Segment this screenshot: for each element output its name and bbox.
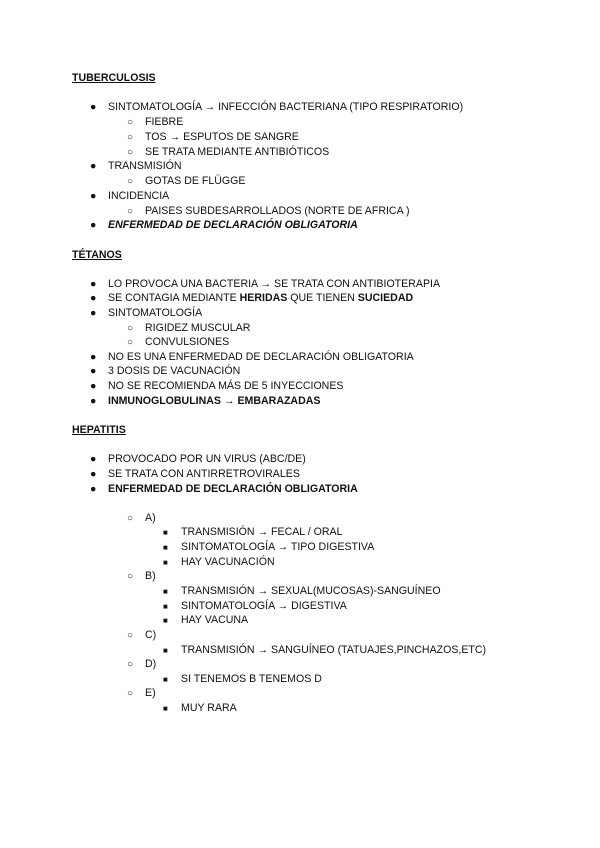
circle-marker: ○ xyxy=(127,571,134,582)
item-text: MUY RARA xyxy=(181,702,237,714)
text-run: SE CONTAGIA MEDIANTE xyxy=(108,292,240,304)
item-text xyxy=(108,292,413,305)
circle-marker: ○ xyxy=(127,630,134,641)
heading-tetanos: TÉTANOS xyxy=(72,249,122,261)
item-text: ENFERMEDAD DE DECLARACIÓN OBLIGATORIA xyxy=(108,219,358,231)
square-marker: ■ xyxy=(163,675,168,684)
bullet-marker: ● xyxy=(90,160,97,172)
square-marker: ■ xyxy=(163,646,168,655)
item-text: SE TRATA CON ANTIRRETROVIRALES xyxy=(108,468,300,480)
item-text: C) xyxy=(145,629,157,641)
item-text: SI TENEMOS B TENEMOS D xyxy=(181,673,322,685)
bullet-marker: ● xyxy=(90,453,97,465)
bullet-marker: ● xyxy=(90,278,97,290)
square-marker: ■ xyxy=(163,616,168,625)
circle-marker: ○ xyxy=(127,147,134,158)
circle-marker: ○ xyxy=(127,688,134,699)
bullet-marker: ● xyxy=(90,101,97,113)
item-text: SINTOMATOLOGÍA → DIGESTIVA xyxy=(181,600,347,612)
square-marker: ■ xyxy=(163,704,168,713)
item-text: SINTOMATOLOGÍA → INFECCIÓN BACTERIANA (TIPO RESPIRATORIO) xyxy=(108,101,464,113)
bullet-marker: ● xyxy=(90,351,97,363)
circle-marker: ○ xyxy=(127,132,134,143)
bullet-marker: ● xyxy=(90,468,97,480)
item-text: TRANSMISIÓN → SANGUÍNEO (TATUAJES,PINCHAZOS,ETC) xyxy=(181,644,487,656)
bullet-marker: ● xyxy=(90,219,97,231)
item-text: TRANSMISIÓN → FECAL / ORAL xyxy=(181,526,343,538)
item-text: SINTOMATOLOGÍA xyxy=(108,307,203,319)
item-text: B) xyxy=(145,570,156,582)
item-text: TRANSMISIÓN xyxy=(108,160,182,172)
heading-tuberculosis: TUBERCULOSIS xyxy=(72,72,156,84)
item-text: NO ES UNA ENFERMEDAD DE DECLARACIÓN OBLIGATORIA xyxy=(108,351,414,363)
bullet-marker: ● xyxy=(90,483,97,495)
item-text: LO PROVOCA UNA BACTERIA → SE TRATA CON ANTIBIOTERAPIA xyxy=(108,278,441,290)
square-marker: ■ xyxy=(163,602,168,611)
bullet-marker: ● xyxy=(90,380,97,392)
item-text: D) xyxy=(145,658,157,670)
item-text: SINTOMATOLOGÍA → TIPO DIGESTIVA xyxy=(181,541,375,553)
bullet-marker: ● xyxy=(90,307,97,319)
item-text: RIGIDEZ MUSCULAR xyxy=(145,322,251,334)
bullet-marker: ● xyxy=(90,292,97,304)
item-text: PAISES SUBDESARROLLADOS (NORTE DE AFRICA ) xyxy=(145,205,410,217)
circle-marker: ○ xyxy=(127,323,134,334)
square-marker: ■ xyxy=(163,528,168,537)
bullet-marker: ● xyxy=(90,190,97,202)
item-text: A) xyxy=(145,512,156,524)
item-text: CONVULSIONES xyxy=(145,336,230,348)
circle-marker: ○ xyxy=(127,176,134,187)
circle-marker: ○ xyxy=(127,659,134,670)
emphasis-text: HERIDAS xyxy=(239,292,288,304)
item-text: SE TRATA MEDIANTE ANTIBIÓTICOS xyxy=(145,146,330,158)
item-text: INMUNOGLOBULINAS → EMBARAZADAS xyxy=(108,395,321,407)
square-marker: ■ xyxy=(163,543,168,552)
emphasis-text: SUCIEDAD xyxy=(357,292,414,304)
circle-marker: ○ xyxy=(127,513,134,524)
item-text: HAY VACUNACIÓN xyxy=(181,556,275,568)
item-text: HAY VACUNA xyxy=(181,614,249,626)
item-text: TOS → ESPUTOS DE SANGRE xyxy=(145,131,299,143)
item-text: FIEBRE xyxy=(145,116,184,128)
item-text: ENFERMEDAD DE DECLARACIÓN OBLIGATORIA xyxy=(108,483,358,495)
bullet-marker: ● xyxy=(90,365,97,377)
item-text: 3 DOSIS DE VACUNACIÓN xyxy=(108,365,241,377)
item-text: NO SE RECOMIENDA MÁS DE 5 INYECCIONES xyxy=(108,380,344,392)
square-marker: ■ xyxy=(163,587,168,596)
item-text: PROVOCADO POR UN VIRUS (ABC/DE) xyxy=(108,453,306,465)
item-text: GOTAS DE FLÜGGE xyxy=(145,175,246,187)
circle-marker: ○ xyxy=(127,117,134,128)
item-text: TRANSMISIÓN → SEXUAL(MUCOSAS)-SANGUÍNEO xyxy=(181,585,441,597)
circle-marker: ○ xyxy=(127,206,134,217)
text-run: QUE TIENEN xyxy=(287,292,358,304)
square-marker: ■ xyxy=(163,558,168,567)
bullet-marker: ● xyxy=(90,395,97,407)
heading-hepatitis: HEPATITIS xyxy=(72,424,126,436)
item-text: E) xyxy=(145,687,156,699)
circle-marker: ○ xyxy=(127,337,134,348)
item-text: INCIDENCIA xyxy=(108,190,170,202)
